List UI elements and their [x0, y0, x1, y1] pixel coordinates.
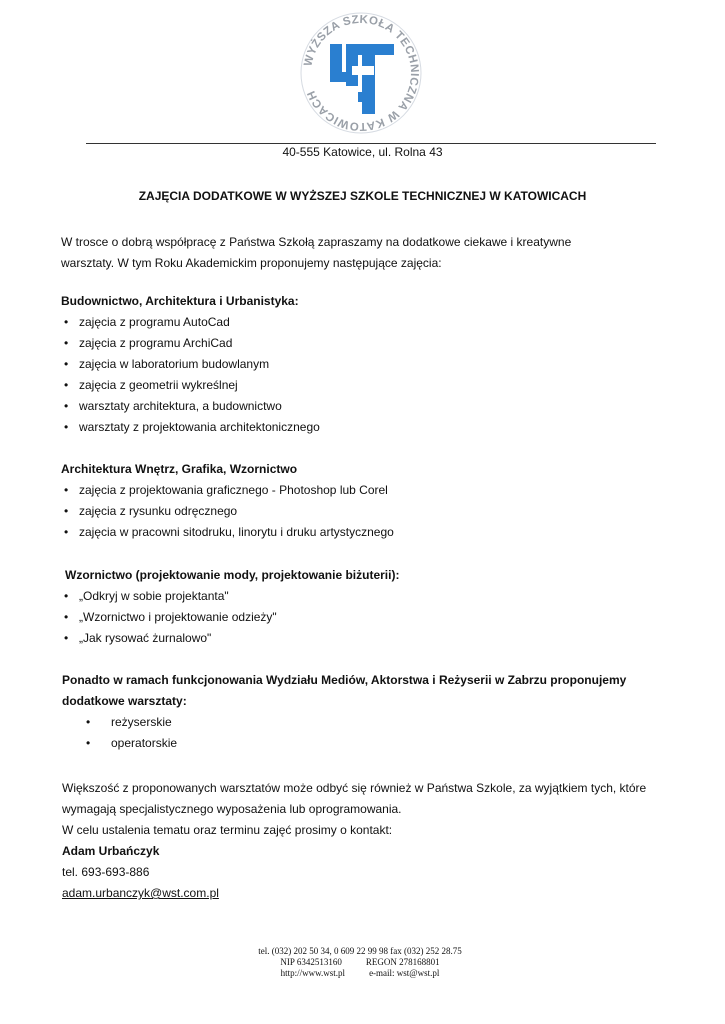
list-item: • zajęcia w laboratorium budowlanym [61, 354, 320, 375]
document-title: ZAJĘCIA DODATKOWE W WYŻSZEJ SZKOLE TECHNICZNEJ W KATOWICACH [138, 189, 587, 203]
list-item: • operatorskie [62, 733, 626, 754]
list-item: • warsztaty z projektowania architektonicznego [61, 417, 320, 438]
section-heading: Budownictwo, Architektura i Urbanistyka: [61, 294, 299, 308]
section-list [61, 480, 394, 543]
intro-paragraph [61, 232, 661, 274]
section-heading: Wzornictwo (projektowanie mody, projektowanie biżuterii): [65, 568, 400, 582]
intro-line: W trosce o dobrą współpracę z Państwa Szkołą zapraszamy na dodatkowe ciekawe i kreatywne [61, 235, 572, 249]
section-list [61, 586, 399, 649]
list-item: • „Wzornictwo i projektowanie odzieży" [61, 607, 399, 628]
list-item: • zajęcia z geometrii wykreślnej [61, 375, 320, 396]
intro-line: warsztaty. W tym Roku Akademickim proponujemy następujące zajęcia: [61, 256, 442, 270]
footer-website[interactable]: http://www.wst.pl [280, 968, 346, 978]
section-construction [61, 291, 320, 438]
wst-monogram [330, 44, 394, 114]
closing-line: wymagają specjalistycznego wyposażenia lub oprogramowania. [62, 802, 402, 816]
contact-email-link[interactable]: adam.urbanczyk@wst.com.pl [62, 886, 219, 900]
closing-paragraph [62, 778, 672, 904]
footer-nip: NIP 6342513160 [280, 957, 342, 967]
page-footer [0, 946, 720, 979]
list-item: • reżyserskie [62, 712, 626, 733]
contact-name: Adam Urbańczyk [62, 844, 160, 858]
footer-email[interactable]: e-mail: wst@wst.pl [369, 968, 440, 978]
section-interior-design [61, 459, 394, 543]
list-item: • „Jak rysować żurnalowo" [61, 628, 399, 649]
list-item: • zajęcia z projektowania graficznego - Photoshop lub Corel [61, 480, 394, 501]
closing-line: Większość z proponowanych warsztatów może odbyć się również w Państwa Szkole, za wyjątkiem tych, które [62, 781, 647, 795]
section-heading: Architektura Wnętrz, Grafika, Wzornictwo [61, 462, 298, 476]
list-item: • zajęcia z rysunku odręcznego [61, 501, 394, 522]
section-heading: dodatkowe warsztaty: [62, 694, 187, 708]
list-item: • zajęcia w pracowni sitodruku, linorytu i druku artystycznego [61, 522, 394, 543]
footer-regon: REGON 278168801 [365, 957, 440, 967]
section-media-faculty [62, 670, 626, 754]
list-item: • „Odkryj w sobie projektanta" [61, 586, 399, 607]
section-heading: Ponadto w ramach funkcjonowania Wydziału Mediów, Aktorstwa i Reżyserii w Zabrzu proponujemy [62, 673, 627, 687]
list-item: • warsztaty architektura, a budownictwo [61, 396, 320, 417]
school-logo [296, 8, 426, 138]
contact-phone: tel. 693-693-886 [62, 865, 150, 879]
footer-phones: tel. (032) 202 50 34, 0 609 22 99 98 fax (032) 252 28.75 [258, 946, 462, 956]
school-logo-graphic [296, 8, 426, 138]
section-list [62, 712, 626, 754]
section-list [61, 312, 320, 438]
section-fashion-design [61, 565, 399, 649]
header-divider [86, 143, 656, 144]
school-address: 40-555 Katowice, ul. Rolna 43 [282, 145, 443, 159]
logo-ring-text: WYŻSZA SZKOŁA TECHNICZNA W KATOWICACH [302, 13, 421, 133]
list-item: • zajęcia z programu ArchiCad [61, 333, 320, 354]
list-item: • zajęcia z programu AutoCad [61, 312, 320, 333]
closing-line: W celu ustalenia tematu oraz terminu zajęć prosimy o kontakt: [62, 823, 393, 837]
